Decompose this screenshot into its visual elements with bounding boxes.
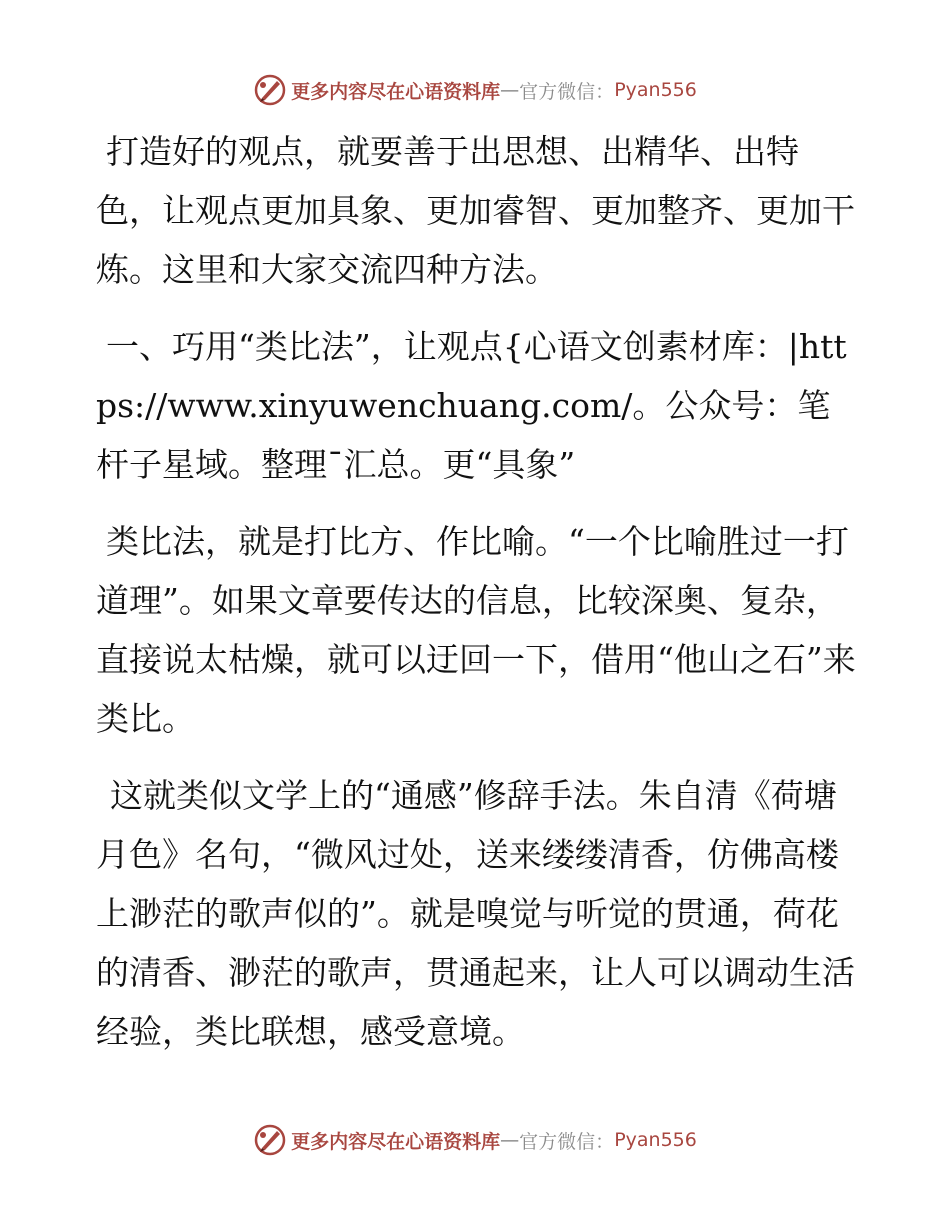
banner-separator: — bbox=[500, 79, 520, 101]
quill-pen-logo-icon bbox=[253, 73, 287, 107]
quill-pen-logo-icon bbox=[253, 1123, 287, 1157]
paragraph-synesthesia-example: 这就类似文学上的“通感”修辞手法。朱自清《荷塘月色》名句，“微风过处，送来缕缕清香，仿佛高楼上渺茫的歌声似的”。就是嗅觉与听觉的贯通，荷花的清香、渺茫的歌声，贯通起来，让人可以调动生活经验，类比联想，感受意境。 bbox=[96, 776, 855, 1051]
document-body bbox=[96, 122, 856, 1079]
banner-contact-id: Pyan556 bbox=[614, 79, 697, 101]
banner-brand-text: 更多内容尽在心语资料库 bbox=[291, 80, 501, 103]
header-watermark-banner bbox=[0, 70, 950, 110]
footer-watermark-banner bbox=[0, 1120, 950, 1160]
paragraph-analogy-definition: 类比法，就是打比方、作比喻。“一个比喻胜过一打道理”。如果文章要传达的信息，比较深奥、复杂，直接说太枯燥，就可以迂回一下，借用“他山之石”来类比。 bbox=[96, 522, 856, 738]
banner-contact-label: 官方微信： bbox=[519, 1130, 615, 1153]
banner-brand-text: 更多内容尽在心语资料库 bbox=[291, 1130, 501, 1153]
paragraph-section-heading: 一、巧用“类比法”，让观点{心语文创素材库：|https://www.xinyuwenchuang.com/。公众号：笔杆子星域。整理¯汇总。更“具象” bbox=[96, 327, 847, 484]
banner-contact-label: 官方微信： bbox=[519, 80, 615, 103]
banner-separator: — bbox=[500, 1129, 520, 1151]
banner-contact-id: Pyan556 bbox=[614, 1129, 697, 1151]
paragraph-intro: 打造好的观点，就要善于出思想、出精华、出特色，让观点更加具象、更加睿智、更加整齐、更加干炼。这里和大家交流四种方法。 bbox=[96, 132, 855, 289]
